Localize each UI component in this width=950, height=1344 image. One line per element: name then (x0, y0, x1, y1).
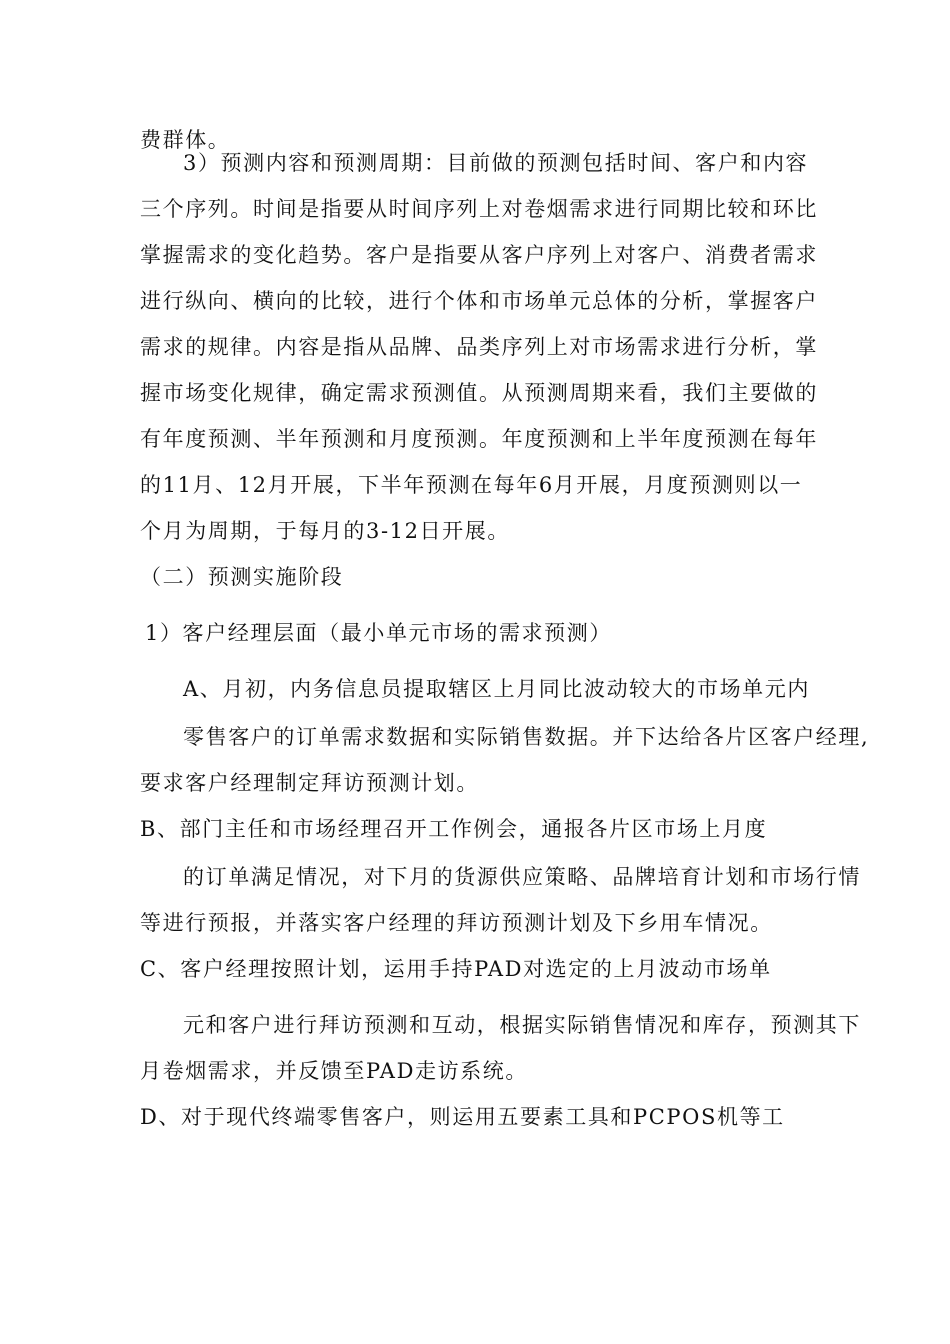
text-line: 等进行预报，并落实客户经理的拜访预测计划及下乡用车情况。 (140, 911, 773, 935)
text-line: 元和客户进行拜访预测和互动，根据实际销售情况和库存，预测其下 (183, 1013, 861, 1037)
text-line: 月卷烟需求，并反馈至PAD走访系统。 (140, 1059, 529, 1083)
text-line: D、对于现代终端零售客户，则运用五要素工具和PCPOS机等工 (140, 1105, 785, 1129)
text-line: 零售客户的订单需求数据和实际销售数据。并下达给各片区客户经理, (183, 725, 870, 749)
text-line: 的11月、12月开展，下半年预测在每年6月开展，月度预测则以一 (140, 473, 803, 497)
section-heading: 1）客户经理层面（最小单元市场的需求预测） (145, 621, 612, 645)
text-line: 进行纵向、横向的比较，进行个体和市场单元总体的分析，掌握客户 (140, 289, 818, 313)
text-line: 需求的规律。内容是指从品牌、品类序列上对市场需求进行分析，掌 (140, 335, 818, 359)
text-line: A、月初，内务信息员提取辖区上月同比波动较大的市场单元内 (183, 677, 810, 701)
text-line: 有年度预测、半年预测和月度预测。年度预测和上半年度预测在每年 (140, 427, 818, 451)
text-line: 费群体。 (140, 128, 231, 152)
text-line: 的订单满足情况，对下月的货源供应策略、品牌培育计划和市场行情 (183, 865, 861, 889)
text-line: （二）预测实施阶段 (140, 565, 344, 589)
text-line: 个月为周期，于每月的3-12日开展。 (140, 519, 510, 543)
text-line: C、客户经理按照计划，运用手持PAD对选定的上月波动市场单 (140, 957, 772, 981)
text-line: 掌握需求的变化趋势。客户是指要从客户序列上对客户、消费者需求 (140, 243, 818, 267)
text-line: 握市场变化规律，确定需求预测值。从预测周期来看，我们主要做的 (140, 381, 818, 405)
text-line: 3）预测内容和预测周期：目前做的预测包括时间、客户和内容 (183, 151, 809, 175)
text-line: B、部门主任和市场经理召开工作例会，通报各片区市场上月度 (140, 817, 768, 841)
text-line: 三个序列。时间是指要从时间序列上对卷烟需求进行同期比较和环比 (140, 197, 818, 221)
text-line: 要求客户经理制定拜访预测计划。 (140, 771, 479, 795)
